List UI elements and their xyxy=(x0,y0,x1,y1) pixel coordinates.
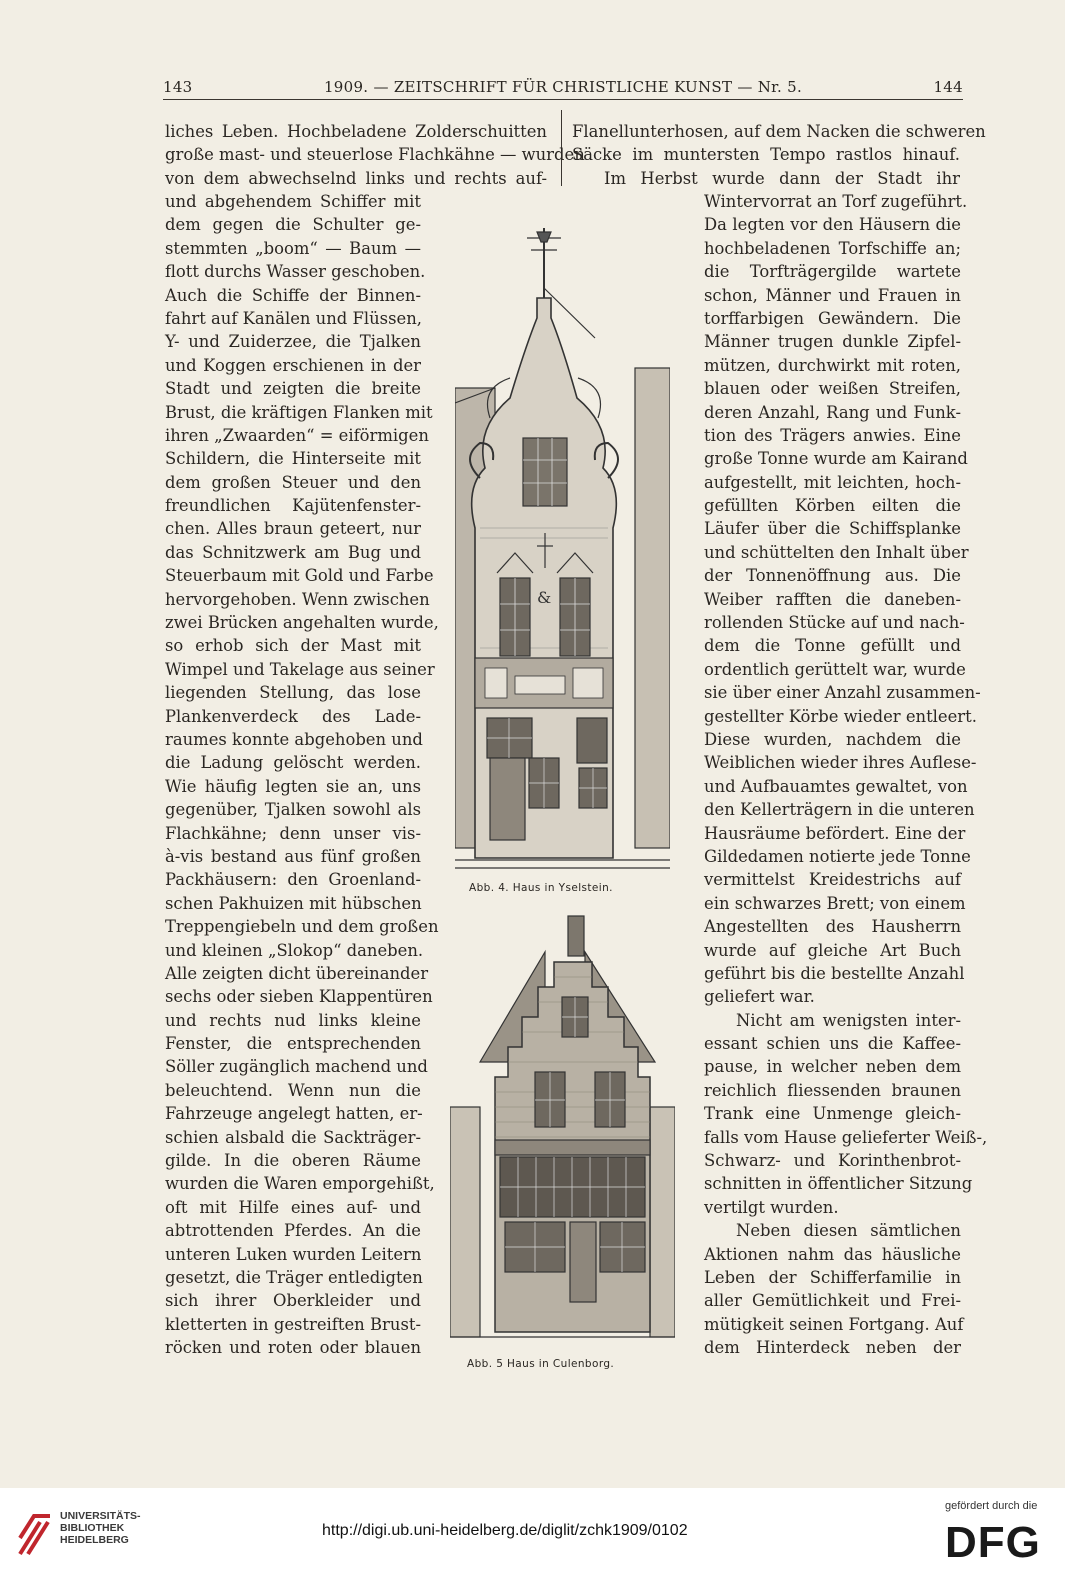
text-line: Wie häufig legten sie an, uns xyxy=(165,776,421,796)
svg-text:&: & xyxy=(537,588,552,607)
text-line: à-vis bestand aus fünf großen xyxy=(165,846,421,866)
house-culenborg-illustration xyxy=(450,912,675,1352)
text-line: kletterten in gestreiften Brust- xyxy=(165,1314,421,1334)
journal-title: 1909. — ZEITSCHRIFT FÜR CHRISTLICHE KUNST — Nr. 5. xyxy=(323,78,803,96)
text-line: und Aufbauamtes gewaltet, von xyxy=(704,776,968,796)
text-line: hervorgehoben. Wenn zwischen xyxy=(165,589,430,609)
text-line: sechs oder sieben Klappentüren xyxy=(165,987,433,1007)
text-line: schen Pakhuizen mit hübschen xyxy=(165,893,422,913)
text-line: die Torfträgergilde wartete xyxy=(704,262,961,282)
text-line: Alle zeigten dicht übereinander xyxy=(165,963,429,983)
text-line: Gildedamen notierte jede Tonne xyxy=(704,846,971,866)
text-line: von dem abwechselnd links und rechts auf- xyxy=(165,168,547,188)
text-line: Trank eine Unmenge gleich- xyxy=(704,1104,961,1124)
text-line: wurde auf gleiche Art Buch xyxy=(704,940,961,960)
text-line: aufgestellt, mit leichten, hoch- xyxy=(704,472,961,492)
text-line: raumes konnte abgehoben und xyxy=(165,729,423,749)
right-column-full xyxy=(572,120,986,190)
text-line: Läufer über die Schiffsplanke xyxy=(704,519,961,539)
text-line: mütigkeit seinen Fortgang. Auf xyxy=(704,1314,964,1334)
text-line: Flanellunterhosen, auf dem Nacken die schweren xyxy=(572,122,986,141)
text-line: abtrottenden Pferdes. An die xyxy=(165,1221,421,1241)
text-line: und Koggen erschienen in der xyxy=(165,355,421,375)
house-yselstein-illustration xyxy=(455,228,670,873)
text-line: hochbeladenen Torfschiffe an; xyxy=(704,238,961,258)
text-line: und schüttelten den Inhalt über xyxy=(704,542,969,562)
text-line: ihren „Zwaarden“ = eiförmigen xyxy=(165,425,429,445)
text-line: Fenster, die entsprechenden xyxy=(165,1034,421,1054)
text-line: der Tonnenöffnung aus. Die xyxy=(704,566,961,586)
figure-5-caption: Abb. 5 Haus in Culenborg. xyxy=(467,1358,615,1370)
text-line: Neben diesen sämtlichen xyxy=(736,1221,961,1241)
text-line: Söller zugänglich machend und xyxy=(165,1057,428,1077)
text-line: schon, Männer und Frauen in xyxy=(704,285,961,305)
text-line: geführt bis die bestellte Anzahl xyxy=(704,963,965,983)
text-line: ein schwarzes Brett; von einem xyxy=(704,893,966,913)
text-line: pause, in welcher neben dem xyxy=(704,1057,961,1077)
text-line: Nicht am wenigsten inter- xyxy=(736,1010,961,1030)
text-line: gestellter Körbe wieder entleert. xyxy=(704,706,977,726)
dfg-logo: DFG xyxy=(945,1518,1041,1567)
text-line: Packhäusern: den Groenland- xyxy=(165,870,421,890)
header-rule xyxy=(163,99,963,100)
text-line: Steuerbaum mit Gold und Farbe xyxy=(165,566,434,586)
text-line: Stadt und zeigten die breite xyxy=(165,379,421,399)
text-line: das Schnitzwerk am Bug und xyxy=(165,542,421,562)
running-head xyxy=(163,74,963,100)
text-line: dem gegen die Schulter ge- xyxy=(165,215,421,235)
footer-bar xyxy=(0,1488,1065,1579)
text-line: Weiblichen wieder ihres Auflese- xyxy=(704,753,977,773)
text-line: Treppengiebeln und dem großen xyxy=(165,917,439,937)
text-line: Schwarz- und Korinthenbrot- xyxy=(704,1151,961,1171)
left-column-narrow xyxy=(165,190,439,1360)
text-line: Plankenverdeck des Lade- xyxy=(165,706,421,726)
text-line: stemmten „boom“ — Baum — xyxy=(165,238,421,258)
text-line: reichlich fliessenden braunen xyxy=(704,1080,961,1100)
text-line: Säcke im muntersten Tempo rastlos hinauf. xyxy=(572,145,960,165)
text-line: Da legten vor den Häusern die xyxy=(704,215,961,235)
text-line: Wimpel und Takelage aus seiner xyxy=(165,659,435,679)
text-line: schien alsbald die Sackträger- xyxy=(165,1127,421,1147)
text-line: Fahrzeuge angelegt hatten, er- xyxy=(165,1104,423,1124)
text-line: liegenden Stellung, das lose xyxy=(165,683,421,703)
text-line: freundlichen Kajütenfenster- xyxy=(165,496,421,516)
text-line: Im Herbst wurde dann der Stadt ihr xyxy=(604,168,960,188)
text-line: Männer trugen dunkle Zipfel- xyxy=(704,332,961,352)
text-line: essant schien uns die Kaffee- xyxy=(704,1034,961,1054)
text-line: zwei Brücken angehalten wurde, xyxy=(165,613,439,633)
text-line: und abgehendem Schiffer mit xyxy=(165,192,421,211)
text-line: unteren Luken wurden Leitern xyxy=(165,1244,422,1264)
text-line: große Tonne wurde am Kairand xyxy=(704,449,968,469)
text-line: fahrt auf Kanälen und Flüssen, xyxy=(165,308,422,328)
text-line: rollenden Stücke auf und nach- xyxy=(704,613,965,633)
text-line: tion des Trägers anwies. Eine xyxy=(704,425,961,445)
text-line: Diese wurden, nachdem die xyxy=(704,729,961,749)
text-line: beleuchtend. Wenn nun die xyxy=(165,1080,421,1100)
text-line: die Ladung gelöscht werden. xyxy=(165,753,421,773)
text-line: Wintervorrat an Torf zugeführt. xyxy=(704,192,968,211)
text-line: geliefert war. xyxy=(704,987,815,1007)
page-number-right: 144 xyxy=(933,78,963,96)
text-line: und rechts nud links kleine xyxy=(165,1010,421,1030)
text-line: Aktionen nahm das häusliche xyxy=(704,1244,961,1264)
text-line: gesetzt, die Träger entledigten xyxy=(165,1267,423,1287)
text-line: sich ihrer Oberkleider und xyxy=(165,1291,421,1311)
text-line: Flachkähne; denn unser vis- xyxy=(165,823,421,843)
source-url-link[interactable]: http://digi.ub.uni-heidelberg.de/diglit/zchk1909/0102 xyxy=(322,1522,688,1539)
text-line: so erhob sich der Mast mit xyxy=(165,636,421,656)
text-line: Weiber rafften die daneben- xyxy=(704,589,961,609)
text-line: gilde. In die oberen Räume xyxy=(165,1151,421,1171)
text-line: Hausräume befördert. Eine der xyxy=(704,823,966,843)
text-line: sie über einer Anzahl zusammen- xyxy=(704,683,981,703)
text-line: gegenüber, Tjalken sowohl als xyxy=(165,800,421,820)
text-line: vermittelst Kreidestrichs auf xyxy=(704,870,961,890)
text-line: gefüllten Körben eilten die xyxy=(704,496,961,516)
text-line: röcken und roten oder blauen xyxy=(165,1338,421,1358)
text-line: Leben der Schifferfamilie in xyxy=(704,1267,961,1287)
text-line: vertilgt wurden. xyxy=(704,1197,839,1217)
text-line: Y- und Zuiderzee, die Tjalken xyxy=(165,332,421,352)
text-line: flott durchs Wasser geschoben. xyxy=(165,262,426,282)
text-line: Brust, die kräftigen Flanken mit xyxy=(165,402,433,422)
left-column-full xyxy=(165,120,585,190)
text-line: große mast- und steuerlose Flachkähne — wurden xyxy=(165,145,585,165)
text-line: dem Hinterdeck neben der xyxy=(704,1338,961,1358)
text-line: den Kellerträgern in die unteren xyxy=(704,800,975,820)
text-line: mützen, durchwirkt mit roten, xyxy=(704,355,961,375)
text-line: aller Gemütlichkeit und Frei- xyxy=(704,1291,961,1311)
text-line: torffarbigen Gewändern. Die xyxy=(704,308,961,328)
text-line: Auch die Schiffe der Binnen- xyxy=(165,285,421,305)
figure-4-caption: Abb. 4. Haus in Yselstein. xyxy=(469,882,613,894)
text-line: blauen oder weißen Streifen, xyxy=(704,379,961,399)
text-line: dem großen Steuer und den xyxy=(165,472,421,492)
text-line: und kleinen „Slokop“ daneben. xyxy=(165,940,424,960)
text-line: chen. Alles braun geteert, nur xyxy=(165,519,421,539)
text-line: Angestellten des Hausherrn xyxy=(704,917,961,937)
university-library-logo-icon xyxy=(14,1502,54,1562)
text-line: dem die Tonne gefüllt und xyxy=(704,636,961,656)
page-number-left: 143 xyxy=(163,78,193,96)
text-line: Schildern, die Hinterseite mit xyxy=(165,449,421,469)
text-line: liches Leben. Hochbeladene Zolderschuitten xyxy=(165,122,547,141)
library-name: UNIVERSITÄTS- BIBLIOTHEK HEIDELBERG xyxy=(60,1510,141,1546)
text-line: wurden die Waren emporgehißt, xyxy=(165,1174,435,1194)
text-line: oft mit Hilfe eines auf- und xyxy=(165,1197,421,1217)
text-line: deren Anzahl, Rang und Funk- xyxy=(704,402,961,422)
funded-by-label: gefördert durch die xyxy=(945,1500,1038,1512)
text-line: ordentlich gerüttelt war, wurde xyxy=(704,659,966,679)
text-line: falls vom Hause gelieferter Weiß-, xyxy=(704,1127,988,1147)
right-column-narrow xyxy=(704,190,988,1360)
text-line: schnitten in öffentlicher Sitzung xyxy=(704,1174,973,1194)
